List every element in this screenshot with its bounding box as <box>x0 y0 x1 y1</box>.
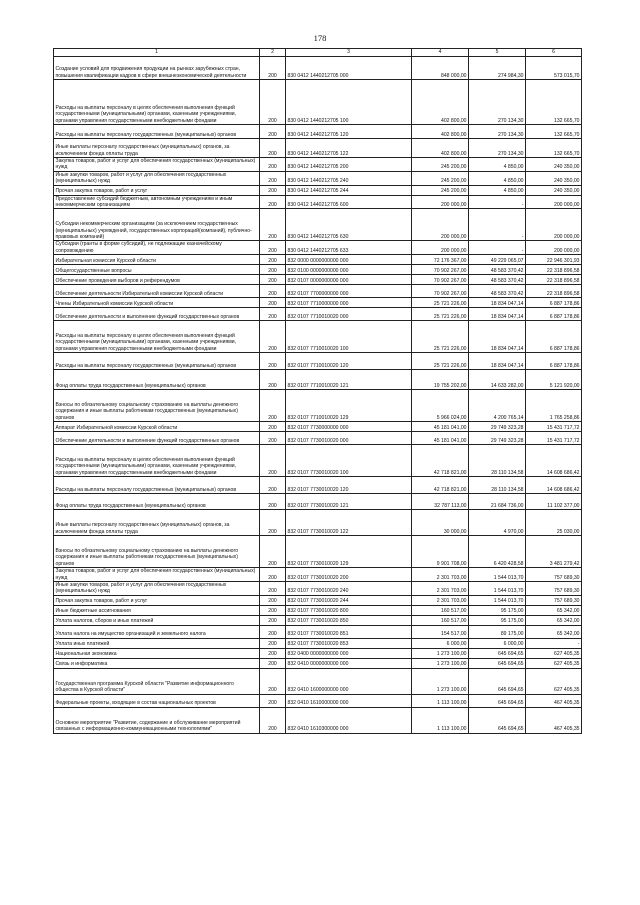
row-approved: 6 000,00 <box>412 638 469 648</box>
row-approved: 25 721 226,00 <box>412 321 469 353</box>
row-executed: 95 175,00 <box>469 605 526 615</box>
row-name: Расходы на выплаты персоналу в целях обеспечения выполнения функций государственными (муниципальными) органами, казенными учреждениями, органами управления государственными внебюджетными фондами <box>54 321 260 353</box>
row-kbk: 832 0107 7730010020 850 <box>286 615 412 625</box>
table-row <box>54 648 582 658</box>
row-approved: 245 200,00 <box>412 185 469 195</box>
row-remaining: 3 481 279,42 <box>526 536 582 568</box>
row-kbk: 832 0107 7710010020 100 <box>286 321 412 353</box>
table-row <box>54 390 582 422</box>
row-code: 200 <box>260 171 286 185</box>
row-executed: 6 420 428,58 <box>469 536 526 568</box>
table-row <box>54 432 582 445</box>
row-code: 200 <box>260 658 286 668</box>
row-kbk: 832 0107 7730010020 200 <box>286 568 412 582</box>
row-kbk: 832 0107 7730010020 800 <box>286 605 412 615</box>
row-remaining: 757 689,30 <box>526 595 582 605</box>
row-code: 200 <box>260 185 286 195</box>
row-kbk: 832 0107 7730010020 122 <box>286 510 412 536</box>
row-code: 200 <box>260 139 286 158</box>
row-remaining: 132 665,70 <box>526 139 582 158</box>
row-approved: 42 718 821,00 <box>412 445 469 477</box>
row-kbk: 832 0100 0000000000 000 <box>286 265 412 275</box>
row-approved: 1 113 100,00 <box>412 694 469 707</box>
row-kbk: 832 0410 1600000000 000 <box>286 668 412 694</box>
row-kbk: 830 0412 1440212705 120 <box>286 125 412 139</box>
row-executed: 28 110 134,58 <box>469 477 526 494</box>
row-remaining: 15 431 717,72 <box>526 422 582 432</box>
row-code: 200 <box>260 308 286 321</box>
row-kbk: 832 0410 0000000000 000 <box>286 658 412 668</box>
row-name: Обеспечение деятельности и выполнение функций государственных органов <box>54 432 260 445</box>
row-kbk: 830 0412 1440212705 200 <box>286 158 412 172</box>
row-executed: 645 694,65 <box>469 668 526 694</box>
row-executed: 4 970,00 <box>469 510 526 536</box>
row-approved: 160 517,00 <box>412 605 469 615</box>
row-name: Избирательная комиссия Курской области <box>54 255 260 265</box>
row-kbk: 832 0107 7710010020 121 <box>286 370 412 390</box>
row-executed: 1 544 013,70 <box>469 568 526 582</box>
row-name: Уплата налога на имущество организаций и земельного налога <box>54 625 260 638</box>
row-name: Взносы по обязательному социальному страхованию на выплаты денежного содержания и иные выплаты работникам государственных (муниципальных) органов <box>54 536 260 568</box>
row-name: Субсидии некоммерческим организациям (за исключением государственных (муниципальных) учреждений, государственных корпораций(компаний), публично-правовых компаний) <box>54 209 260 241</box>
row-approved: 45 181 041,00 <box>412 432 469 445</box>
row-executed: 6 000,00 <box>469 638 526 648</box>
row-code: 200 <box>260 57 286 80</box>
row-code: 200 <box>260 285 286 298</box>
row-approved: 2 301 703,00 <box>412 568 469 582</box>
row-kbk: 832 0107 7710010020 120 <box>286 353 412 370</box>
row-executed: 270 134,30 <box>469 80 526 125</box>
budget-table <box>53 48 582 734</box>
row-executed: - <box>469 195 526 209</box>
row-kbk: 832 0107 7710010020 000 <box>286 308 412 321</box>
row-executed: 645 694,65 <box>469 707 526 733</box>
row-approved: 2 301 703,00 <box>412 595 469 605</box>
row-kbk: 832 0107 7710000000 000 <box>286 298 412 308</box>
row-executed: 274 984,30 <box>469 57 526 80</box>
row-executed: 18 834 047,14 <box>469 353 526 370</box>
row-approved: 19 755 202,00 <box>412 370 469 390</box>
row-remaining: 65 342,00 <box>526 615 582 625</box>
column-number: 2 <box>260 49 286 57</box>
table-row <box>54 494 582 510</box>
table-row <box>54 57 582 80</box>
row-remaining: - <box>526 638 582 648</box>
row-code: 200 <box>260 321 286 353</box>
table-row <box>54 308 582 321</box>
row-remaining: 1 765 258,86 <box>526 390 582 422</box>
row-kbk: 832 0400 0000000000 000 <box>286 648 412 658</box>
row-code: 200 <box>260 241 286 255</box>
row-code: 200 <box>260 625 286 638</box>
row-approved: 1 273 100,00 <box>412 648 469 658</box>
row-approved: 1 273 100,00 <box>412 658 469 668</box>
table-row <box>54 568 582 582</box>
row-executed: - <box>469 241 526 255</box>
row-kbk: 832 0107 7730010020 129 <box>286 536 412 568</box>
table-row <box>54 321 582 353</box>
row-remaining: 757 689,30 <box>526 568 582 582</box>
row-remaining: 6 887 178,86 <box>526 321 582 353</box>
table-row <box>54 625 582 638</box>
row-code: 200 <box>260 432 286 445</box>
row-executed: - <box>469 209 526 241</box>
row-remaining: 65 342,00 <box>526 625 582 638</box>
row-name: Основное мероприятие "Развитие, содержание и обслуживание мероприятий связанных с информационно-коммуникационными технологиями" <box>54 707 260 733</box>
row-remaining: 15 431 717,72 <box>526 432 582 445</box>
row-executed: 29 749 323,28 <box>469 422 526 432</box>
row-executed: 18 834 047,14 <box>469 308 526 321</box>
row-name: Создание условий для продвижения продукции на рынках зарубежных стран, повышения квалификации кадров в сфере внешнеэкономической деятельности <box>54 57 260 80</box>
row-kbk: 830 0412 1440212705 100 <box>286 80 412 125</box>
table-row <box>54 209 582 241</box>
row-remaining: 22 318 896,58 <box>526 285 582 298</box>
row-kbk: 832 0410 1610000000 000 <box>286 694 412 707</box>
row-remaining: 14 608 686,42 <box>526 445 582 477</box>
row-executed: 48 583 370,42 <box>469 285 526 298</box>
row-remaining: 467 405,35 <box>526 707 582 733</box>
row-executed: 29 749 323,28 <box>469 432 526 445</box>
row-name: Фонд оплаты труда государственных (муниципальных) органов <box>54 494 260 510</box>
row-executed: 270 134,30 <box>469 139 526 158</box>
row-approved: 25 721 226,00 <box>412 298 469 308</box>
row-executed: 1 544 013,70 <box>469 595 526 605</box>
row-code: 200 <box>260 536 286 568</box>
table-row <box>54 536 582 568</box>
row-remaining: 627 405,35 <box>526 648 582 658</box>
row-name: Иные бюджетные ассигнования <box>54 605 260 615</box>
table-row <box>54 298 582 308</box>
row-name: Уплата иных платежей <box>54 638 260 648</box>
row-name: Предоставление субсидий бюджетным, автономным учреждениям и иным некоммерческим организациям <box>54 195 260 209</box>
row-kbk: 832 0107 7730010020 240 <box>286 582 412 596</box>
row-approved: 200 000,00 <box>412 209 469 241</box>
table-row <box>54 510 582 536</box>
row-executed: 1 544 013,70 <box>469 582 526 596</box>
row-kbk: 832 0107 7730010020 853 <box>286 638 412 648</box>
row-name: Аппарат Избирательной комиссии Курской области <box>54 422 260 432</box>
row-executed: 645 694,65 <box>469 694 526 707</box>
row-executed: 28 110 134,58 <box>469 445 526 477</box>
table-row <box>54 582 582 596</box>
row-remaining: 240 350,00 <box>526 171 582 185</box>
table-row <box>54 638 582 648</box>
row-code: 200 <box>260 510 286 536</box>
row-name: Иные выплаты персоналу государственных (муниципальных) органов, за исключением фонда оплаты труда <box>54 510 260 536</box>
row-name: Расходы на выплаты персоналу в целях обеспечения выполнения функций государственными (муниципальными) органами, казенными учреждениями, органами управления государственными внебюджетными фондами <box>54 445 260 477</box>
row-code: 200 <box>260 158 286 172</box>
row-executed: 48 583 370,42 <box>469 265 526 275</box>
row-kbk: 830 0412 1440212705 244 <box>286 185 412 195</box>
table-row <box>54 615 582 625</box>
row-code: 200 <box>260 694 286 707</box>
row-code: 200 <box>260 568 286 582</box>
row-name: Обеспечение проведения выборов и референдумов <box>54 275 260 285</box>
table-row <box>54 285 582 298</box>
row-approved: 25 721 226,00 <box>412 353 469 370</box>
table-row <box>54 195 582 209</box>
row-name: Прочая закупка товаров, работ и услуг <box>54 185 260 195</box>
row-remaining: 11 102 377,00 <box>526 494 582 510</box>
row-approved: 32 787 113,00 <box>412 494 469 510</box>
row-name: Иные выплаты персоналу государственных (муниципальных) органов, за исключением фонда оплаты труда <box>54 139 260 158</box>
row-remaining: 132 665,70 <box>526 80 582 125</box>
row-approved: 70 902 267,00 <box>412 275 469 285</box>
row-name: Субсидии (гранты в форме субсидий), не подлежащие казначейскому сопровождению <box>54 241 260 255</box>
row-name: Взносы по обязательному социальному страхованию на выплаты денежного содержания и иные выплаты работникам государственных (муниципальных) органов <box>54 390 260 422</box>
row-name: Национальная экономика <box>54 648 260 658</box>
row-name: Закупка товаров, работ и услуг для обеспечения государственных (муниципальных) нужд <box>54 158 260 172</box>
row-executed: 48 583 370,42 <box>469 275 526 285</box>
row-approved: 25 721 226,00 <box>412 308 469 321</box>
table-row <box>54 158 582 172</box>
row-code: 200 <box>260 494 286 510</box>
row-remaining: 240 350,00 <box>526 185 582 195</box>
row-kbk: 832 0107 7730010020 121 <box>286 494 412 510</box>
table-row <box>54 255 582 265</box>
table-row <box>54 171 582 185</box>
row-remaining: 25 030,00 <box>526 510 582 536</box>
row-remaining: 14 608 686,42 <box>526 477 582 494</box>
row-name: Обеспечение деятельности и выполнение функций государственных органов <box>54 308 260 321</box>
row-kbk: 832 0107 7730000000 000 <box>286 422 412 432</box>
row-remaining: 22 318 896,58 <box>526 275 582 285</box>
row-code: 200 <box>260 605 286 615</box>
row-code: 200 <box>260 298 286 308</box>
table-row <box>54 658 582 668</box>
row-code: 200 <box>260 390 286 422</box>
row-approved: 5 966 024,00 <box>412 390 469 422</box>
row-remaining: 200 000,00 <box>526 209 582 241</box>
row-code: 200 <box>260 255 286 265</box>
row-kbk: 832 0107 7710010020 129 <box>286 390 412 422</box>
row-name: Государственная программа Курской области "Развитие информационного общества в Курской области" <box>54 668 260 694</box>
row-code: 200 <box>260 353 286 370</box>
row-approved: 45 181 041,00 <box>412 422 469 432</box>
row-code: 200 <box>260 265 286 275</box>
row-kbk: 832 0107 7730010020 120 <box>286 477 412 494</box>
row-code: 200 <box>260 125 286 139</box>
row-code: 200 <box>260 370 286 390</box>
row-name: Фонд оплаты труда государственных (муниципальных) органов <box>54 370 260 390</box>
table-row <box>54 422 582 432</box>
row-approved: 30 000,00 <box>412 510 469 536</box>
table-row <box>54 139 582 158</box>
table-row <box>54 353 582 370</box>
row-code: 200 <box>260 638 286 648</box>
row-remaining: 6 887 178,86 <box>526 308 582 321</box>
table-row <box>54 265 582 275</box>
row-remaining: 22 318 896,58 <box>526 265 582 275</box>
row-approved: 70 902 267,00 <box>412 265 469 275</box>
row-executed: 89 175,00 <box>469 625 526 638</box>
row-remaining: 627 405,35 <box>526 658 582 668</box>
row-name: Общегосударственные вопросы <box>54 265 260 275</box>
row-executed: 4 850,00 <box>469 158 526 172</box>
row-approved: 9 901 708,00 <box>412 536 469 568</box>
table-row <box>54 707 582 733</box>
row-approved: 200 000,00 <box>412 241 469 255</box>
table-row <box>54 275 582 285</box>
row-approved: 42 718 821,00 <box>412 477 469 494</box>
column-number: 1 <box>54 49 260 57</box>
row-name: Иные закупки товаров, работ и услуг для обеспечения государственных (муниципальных) нужд <box>54 171 260 185</box>
row-executed: 95 175,00 <box>469 615 526 625</box>
row-approved: 160 517,00 <box>412 615 469 625</box>
table-row <box>54 694 582 707</box>
row-kbk: 830 0412 1440212705 600 <box>286 195 412 209</box>
row-code: 200 <box>260 422 286 432</box>
row-name: Расходы на выплаты персоналу государственных (муниципальных) органов <box>54 125 260 139</box>
row-kbk: 832 0107 7730010020 244 <box>286 595 412 605</box>
table-row <box>54 445 582 477</box>
row-kbk: 830 0412 1440212705 000 <box>286 57 412 80</box>
row-kbk: 830 0412 1440212705 122 <box>286 139 412 158</box>
table-row <box>54 477 582 494</box>
row-approved: 245 200,00 <box>412 158 469 172</box>
row-approved: 1 113 100,00 <box>412 707 469 733</box>
row-executed: 21 684 736,00 <box>469 494 526 510</box>
row-name: Связь и информатика <box>54 658 260 668</box>
row-code: 200 <box>260 707 286 733</box>
row-name: Прочая закупка товаров, работ и услуг <box>54 595 260 605</box>
row-code: 200 <box>260 668 286 694</box>
row-remaining: 200 000,00 <box>526 241 582 255</box>
row-kbk: 832 0107 7700000000 000 <box>286 285 412 298</box>
table-row <box>54 125 582 139</box>
row-name: Расходы на выплаты персоналу в целях обеспечения выполнения функций государственными (муниципальными) органами, казенными учреждениями, органами управления государственными внебюджетными фондами <box>54 80 260 125</box>
row-name: Уплата налогов, сборов и иных платежей <box>54 615 260 625</box>
column-number: 3 <box>286 49 412 57</box>
row-remaining: 22 946 301,93 <box>526 255 582 265</box>
row-approved: 402 800,00 <box>412 125 469 139</box>
row-name: Иные закупки товаров, работ и услуг для обеспечения государственных (муниципальных) нужд <box>54 582 260 596</box>
row-remaining: 132 665,70 <box>526 125 582 139</box>
row-kbk: 830 0412 1440212705 633 <box>286 241 412 255</box>
row-executed: 4 850,00 <box>469 185 526 195</box>
row-code: 200 <box>260 615 286 625</box>
column-number-row <box>54 49 582 57</box>
row-kbk: 830 0412 1440212705 630 <box>286 209 412 241</box>
row-kbk: 832 0107 7730010020 100 <box>286 445 412 477</box>
row-code: 200 <box>260 209 286 241</box>
row-name: Члены Избирательной комиссии Курской области <box>54 298 260 308</box>
row-approved: 402 800,00 <box>412 139 469 158</box>
table-row <box>54 185 582 195</box>
table-row <box>54 605 582 615</box>
row-kbk: 832 0107 0000000000 000 <box>286 275 412 285</box>
row-kbk: 832 0410 1610300000 000 <box>286 707 412 733</box>
row-name: Закупка товаров, работ и услуг для обеспечения государственных (муниципальных) нужд <box>54 568 260 582</box>
row-executed: 14 633 282,00 <box>469 370 526 390</box>
row-executed: 18 834 047,14 <box>469 321 526 353</box>
row-remaining: 573 015,70 <box>526 57 582 80</box>
row-approved: 1 273 100,00 <box>412 668 469 694</box>
row-approved: 70 902 267,00 <box>412 285 469 298</box>
row-code: 200 <box>260 445 286 477</box>
row-executed: 645 694,65 <box>469 648 526 658</box>
table-row <box>54 241 582 255</box>
row-name: Федеральные проекты, входящие в состав национальных проектов <box>54 694 260 707</box>
row-remaining: 5 121 920,00 <box>526 370 582 390</box>
row-code: 200 <box>260 648 286 658</box>
row-name: Расходы на выплаты персоналу государственных (муниципальных) органов <box>54 477 260 494</box>
row-kbk: 832 0000 0000000000 000 <box>286 255 412 265</box>
row-remaining: 240 350,00 <box>526 158 582 172</box>
row-approved: 848 000,00 <box>412 57 469 80</box>
row-approved: 245 200,00 <box>412 171 469 185</box>
row-approved: 2 301 703,00 <box>412 582 469 596</box>
row-executed: 49 229 065,07 <box>469 255 526 265</box>
row-code: 200 <box>260 477 286 494</box>
table-row <box>54 668 582 694</box>
page-number: 178 <box>313 33 327 43</box>
row-code: 200 <box>260 275 286 285</box>
row-approved: 72 176 367,00 <box>412 255 469 265</box>
row-code: 200 <box>260 595 286 605</box>
row-approved: 402 800,00 <box>412 80 469 125</box>
column-number: 6 <box>526 49 582 57</box>
table-row <box>54 595 582 605</box>
row-remaining: 627 405,35 <box>526 668 582 694</box>
column-number: 5 <box>469 49 526 57</box>
row-approved: 154 517,00 <box>412 625 469 638</box>
row-code: 200 <box>260 195 286 209</box>
row-remaining: 65 342,00 <box>526 605 582 615</box>
row-kbk: 830 0412 1440212705 240 <box>286 171 412 185</box>
row-code: 200 <box>260 80 286 125</box>
row-name: Расходы на выплаты персоналу государственных (муниципальных) органов <box>54 353 260 370</box>
column-number: 4 <box>412 49 469 57</box>
row-executed: 645 694,65 <box>469 658 526 668</box>
table-row <box>54 80 582 125</box>
row-executed: 270 134,30 <box>469 125 526 139</box>
row-executed: 4 850,00 <box>469 171 526 185</box>
row-remaining: 6 887 178,86 <box>526 298 582 308</box>
row-remaining: 757 689,30 <box>526 582 582 596</box>
row-approved: 200 000,00 <box>412 195 469 209</box>
row-code: 200 <box>260 582 286 596</box>
row-kbk: 832 0107 7730010020 000 <box>286 432 412 445</box>
row-remaining: 467 405,35 <box>526 694 582 707</box>
row-remaining: 200 000,00 <box>526 195 582 209</box>
row-name: Обеспечение деятельности Избирательной комиссии Курской области <box>54 285 260 298</box>
row-executed: 4 200 765,14 <box>469 390 526 422</box>
table-row <box>54 370 582 390</box>
row-executed: 18 834 047,14 <box>469 298 526 308</box>
row-kbk: 832 0107 7730010020 851 <box>286 625 412 638</box>
row-remaining: 6 887 178,86 <box>526 353 582 370</box>
